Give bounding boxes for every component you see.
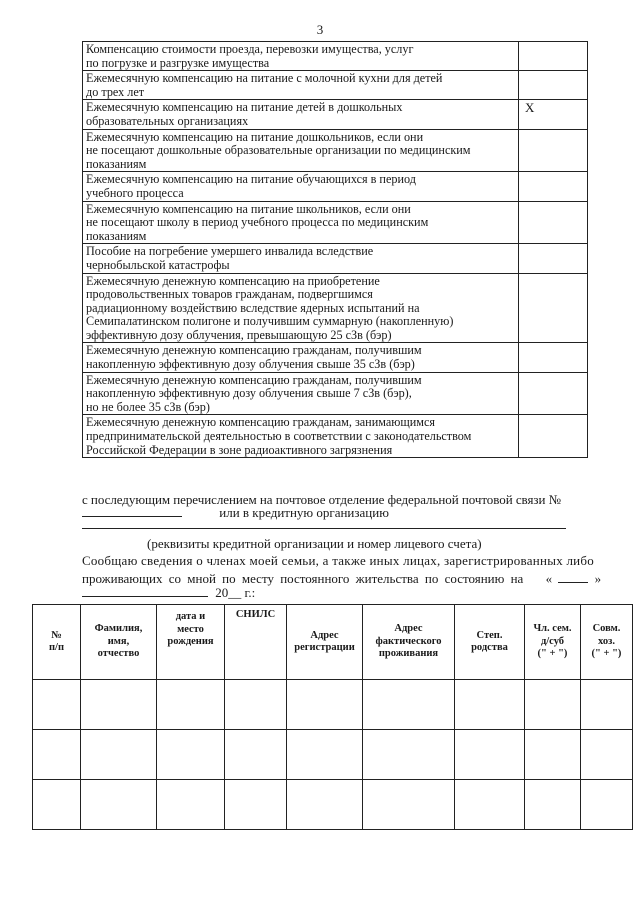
benefit-row bbox=[83, 42, 588, 71]
family-statement-date-text: проживающих со мной по месту постоянного жительства по состоянию на bbox=[82, 571, 524, 586]
benefit-mark-cell[interactable] bbox=[519, 71, 588, 100]
member-cell[interactable] bbox=[525, 780, 581, 830]
family-statement-line-3 bbox=[82, 583, 255, 601]
member-cell[interactable] bbox=[81, 780, 157, 830]
member-cell[interactable] bbox=[225, 780, 287, 830]
member-cell[interactable] bbox=[33, 780, 81, 830]
member-cell[interactable] bbox=[525, 730, 581, 780]
member-row bbox=[33, 680, 633, 730]
benefit-row bbox=[83, 343, 588, 372]
benefit-text: Ежемесячную компенсацию на питание с молочной кухни для детей до трех лет bbox=[83, 71, 519, 100]
member-cell[interactable] bbox=[581, 780, 633, 830]
date-year-text: 20__ г.: bbox=[215, 585, 256, 600]
benefit-row bbox=[83, 129, 588, 172]
member-cell[interactable] bbox=[157, 780, 225, 830]
benefit-mark-cell[interactable] bbox=[519, 42, 588, 71]
member-cell[interactable] bbox=[33, 730, 81, 780]
column-header: Чл. сем. д/суб (" + ") bbox=[525, 605, 581, 680]
benefit-text: Пособие на погребение умершего инвалида вследствие чернобыльской катастрофы bbox=[83, 244, 519, 273]
benefit-text: Ежемесячную компенсацию на питание детей в дошкольных образовательных организациях bbox=[83, 100, 519, 129]
benefit-row bbox=[83, 172, 588, 201]
column-header: № п/п bbox=[33, 605, 81, 680]
bank-details-field[interactable] bbox=[82, 528, 566, 529]
benefits-table bbox=[82, 41, 588, 458]
member-row bbox=[33, 780, 633, 830]
benefit-text: Ежемесячную денежную компенсацию гражданам, получившим накопленную эффективную дозу облучения свыше 7 сЗв (бэр), но не более 35 сЗв (бэр) bbox=[83, 372, 519, 415]
member-cell[interactable] bbox=[225, 680, 287, 730]
benefit-text: Ежемесячную компенсацию на питание обучающихся в период учебного процесса bbox=[83, 172, 519, 201]
member-cell[interactable] bbox=[33, 680, 81, 730]
member-cell[interactable] bbox=[525, 680, 581, 730]
benefit-text: Ежемесячную денежную компенсацию гражданам, получившим накопленную эффективную дозу облучения свыше 35 сЗв (бэр) bbox=[83, 343, 519, 372]
benefit-mark-cell[interactable] bbox=[519, 172, 588, 201]
benefit-row bbox=[83, 201, 588, 244]
benefit-mark-cell[interactable] bbox=[519, 372, 588, 415]
member-cell[interactable] bbox=[581, 680, 633, 730]
post-office-number-field[interactable] bbox=[82, 503, 182, 517]
member-cell[interactable] bbox=[287, 730, 363, 780]
benefit-mark-cell[interactable]: X bbox=[519, 100, 588, 129]
family-statement-text: Сообщаю сведения о членах моей семьи, а также иных лицах, зарегистрированных либо bbox=[82, 553, 595, 568]
benefit-mark-cell[interactable] bbox=[519, 129, 588, 172]
member-cell[interactable] bbox=[581, 730, 633, 780]
member-cell[interactable] bbox=[81, 680, 157, 730]
page-number: 3 bbox=[316, 22, 324, 37]
benefit-text: Ежемесячную денежную компенсацию на приобретение продовольственных товаров гражданам, подвергшимся радиационному воздействию вследствие ядерных испытаний на Семипалатинском полигоне и получившим суммарную (накопленную) эффективную дозу облучения, превышающую 25 сЗв (бэр) bbox=[83, 273, 519, 343]
column-header: Адрес фактического проживания bbox=[363, 605, 455, 680]
member-cell[interactable] bbox=[455, 680, 525, 730]
benefit-row bbox=[83, 244, 588, 273]
benefit-text: Ежемесячную компенсацию на питание школьников, если они не посещают школу в период учебного процесса по медицинским показаниям bbox=[83, 201, 519, 244]
benefit-mark-cell[interactable] bbox=[519, 415, 588, 458]
quote-open: « bbox=[545, 571, 553, 586]
date-day-field[interactable] bbox=[558, 570, 588, 583]
transfer-text: с последующим перечислением на почтовое отделение федеральной почтовой связи № bbox=[82, 492, 561, 507]
member-cell[interactable] bbox=[157, 680, 225, 730]
member-cell[interactable] bbox=[363, 680, 455, 730]
family-statement-line-1 bbox=[82, 553, 594, 569]
transfer-or-text: или в кредитную организацию bbox=[219, 505, 389, 520]
member-cell[interactable] bbox=[455, 780, 525, 830]
member-cell[interactable] bbox=[81, 730, 157, 780]
benefit-mark-cell[interactable] bbox=[519, 244, 588, 273]
column-header: Адрес регистрации bbox=[287, 605, 363, 680]
benefit-mark-cell[interactable] bbox=[519, 273, 588, 343]
bank-details-caption: (реквизиты кредитной организации и номер лицевого счета) bbox=[147, 536, 482, 551]
column-header: дата и место рождения bbox=[157, 605, 225, 680]
column-header: Фамилия, имя, отчество bbox=[81, 605, 157, 680]
benefit-row bbox=[83, 372, 588, 415]
quote-close: » bbox=[594, 571, 602, 586]
column-header: Совм. хоз. (" + ") bbox=[581, 605, 633, 680]
member-row bbox=[33, 730, 633, 780]
benefit-text: Ежемесячную денежную компенсацию гражданам, занимающимся предпринимательской деятельностью в соответствии с законодательством Российской Федерации в зоне радиоактивного загрязнения bbox=[83, 415, 519, 458]
member-cell[interactable] bbox=[157, 730, 225, 780]
benefit-row bbox=[83, 415, 588, 458]
member-cell[interactable] bbox=[455, 730, 525, 780]
column-header: СНИЛС bbox=[225, 605, 287, 680]
benefit-text: Компенсацию стоимости проезда, перевозки имущества, услуг по погрузке и разгрузке имущества bbox=[83, 42, 519, 71]
member-cell[interactable] bbox=[363, 780, 455, 830]
benefit-mark-cell[interactable] bbox=[519, 201, 588, 244]
family-members-table bbox=[32, 604, 633, 830]
transfer-line-2 bbox=[82, 503, 389, 521]
column-header: Степ. родства bbox=[455, 605, 525, 680]
member-cell[interactable] bbox=[287, 780, 363, 830]
benefit-text: Ежемесячную компенсацию на питание дошкольников, если они не посещают дошкольные образовательные организации по медицинским показаниям bbox=[83, 129, 519, 172]
member-cell[interactable] bbox=[287, 680, 363, 730]
member-cell[interactable] bbox=[225, 730, 287, 780]
date-month-field[interactable] bbox=[82, 583, 208, 597]
benefit-row bbox=[83, 273, 588, 343]
benefit-row bbox=[83, 100, 588, 129]
benefit-row bbox=[83, 71, 588, 100]
benefit-mark-cell[interactable] bbox=[519, 343, 588, 372]
member-cell[interactable] bbox=[363, 730, 455, 780]
